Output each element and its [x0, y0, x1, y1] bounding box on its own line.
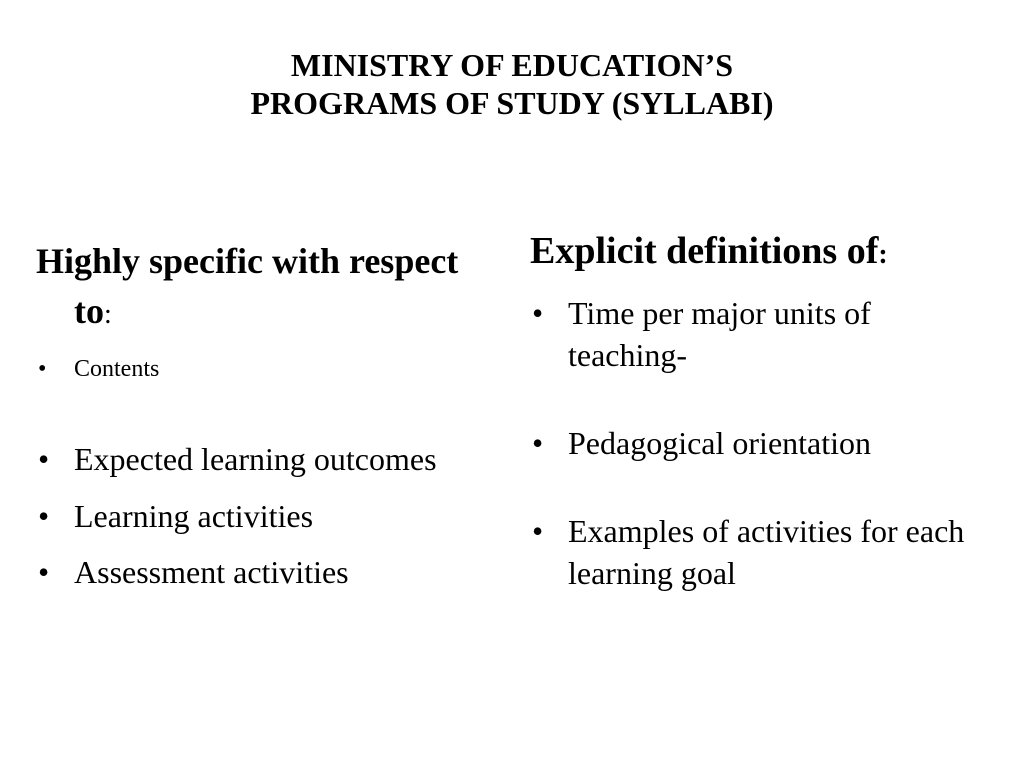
list-item: [530, 422, 948, 464]
right-column: [530, 228, 970, 594]
right-heading-text: Explicit definitions of: [530, 230, 879, 272]
list-item: [530, 292, 948, 376]
list-item-text: Contents: [74, 356, 160, 382]
list-item-text: Pedagogical orientation: [568, 425, 872, 461]
bullet-icon: •: [38, 356, 47, 382]
left-column: [36, 236, 466, 594]
bullet-icon: •: [38, 441, 50, 477]
list-item-text: Time per major units of teaching-: [568, 295, 871, 373]
list-item-text: Examples of activities for each learning goal: [568, 513, 965, 591]
title-line-1: MINISTRY OF EDUCATION’S: [290, 47, 734, 83]
list-item: [530, 510, 968, 594]
bullet-icon: •: [532, 513, 544, 549]
left-bullet-list: [36, 354, 466, 594]
list-item-text: Learning activities: [74, 498, 314, 534]
left-heading: [36, 236, 466, 340]
list-item: [36, 550, 466, 594]
left-heading-text: Highly specific with respect to: [36, 241, 459, 331]
right-heading: [530, 228, 970, 278]
slide-title: [0, 46, 1024, 122]
list-item-text: Expected learning outcomes: [74, 441, 437, 477]
left-heading-colon: :: [104, 299, 112, 330]
bullet-icon: •: [38, 554, 50, 590]
bullet-icon: •: [532, 295, 544, 331]
right-heading-colon: :: [878, 239, 888, 270]
bullet-icon: •: [532, 425, 544, 461]
bullet-icon: •: [38, 498, 50, 534]
title-line-2: PROGRAMS OF STUDY (SYLLABI): [250, 85, 774, 121]
list-item: [36, 436, 466, 482]
list-item-text: Assessment activities: [74, 554, 349, 590]
list-item: [36, 494, 466, 538]
list-item: [36, 354, 466, 384]
right-bullet-list: [530, 292, 970, 594]
